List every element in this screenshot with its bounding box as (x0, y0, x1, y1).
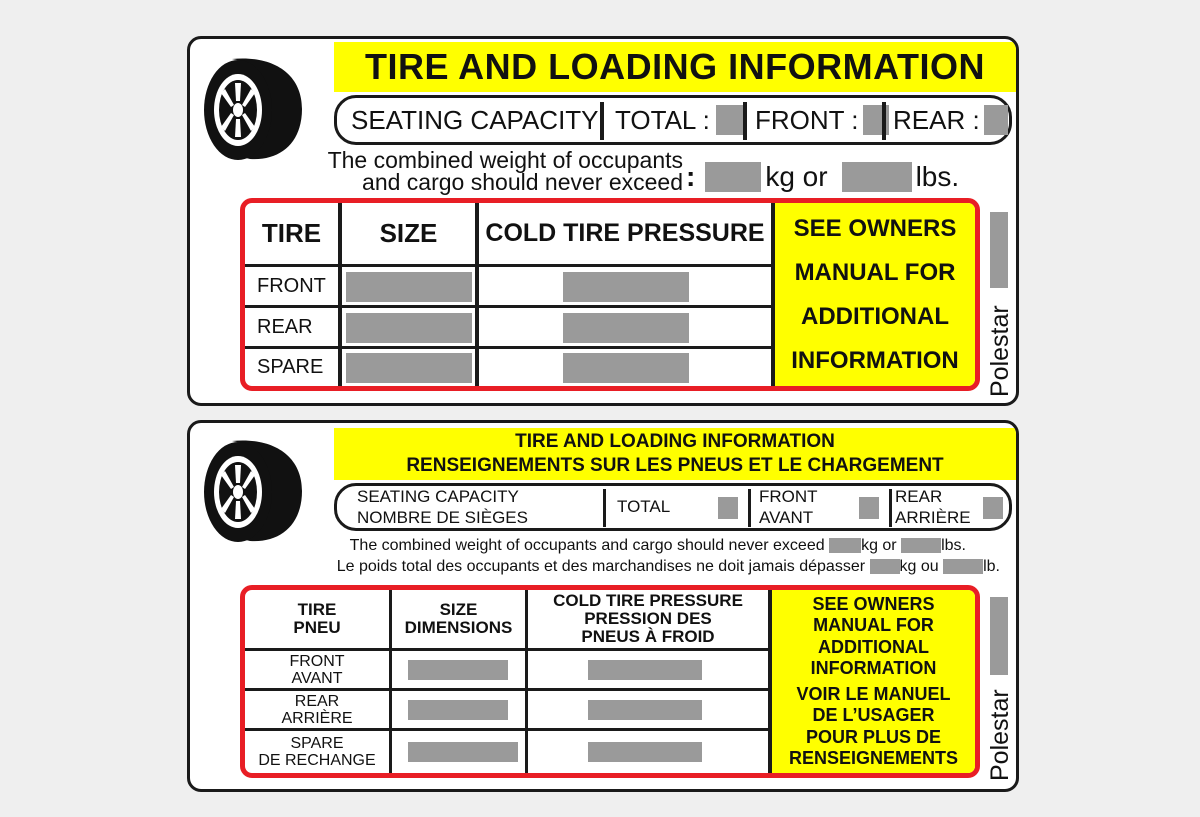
label-title-band (334, 42, 1016, 92)
seating-total-value-redacted (716, 105, 744, 135)
notice-line: INFORMATION (791, 346, 959, 374)
table-row (245, 267, 338, 305)
label-title-band (334, 428, 1016, 480)
weight-en-kg-redacted (829, 538, 861, 553)
side-label-redacted (990, 212, 1008, 288)
notice-line: RENSEIGNEMENTS (788, 748, 959, 768)
notice-line: MANUAL FOR (813, 615, 934, 635)
rear-pressure-redacted (588, 700, 702, 720)
header-tire: TIRE (261, 218, 322, 248)
weight-fr-text: Le poids total des occupants et des marchandises ne doit jamais dépasser (336, 558, 866, 575)
header-dimensions: DIMENSIONS (404, 618, 513, 637)
notice-line: ADDITIONAL (818, 636, 929, 657)
label-title: TIRE AND LOADING INFORMATION (365, 46, 985, 87)
seating-total-value-redacted (718, 497, 738, 519)
row-label-front: FRONT (257, 274, 326, 297)
weight-statement-en (296, 536, 966, 556)
seating-front-label-en: FRONT (759, 487, 818, 506)
table-row (245, 349, 338, 386)
spare-pressure-redacted (563, 353, 689, 383)
notice-line: INFORMATION (810, 658, 937, 678)
seating-capacity-bar (334, 483, 1012, 531)
spare-size-redacted (346, 353, 472, 383)
seating-capacity-label: SEATING CAPACITY (351, 104, 599, 135)
seating-rear-label-en: REAR (895, 487, 943, 506)
header-pression-des: PRESSION DES (584, 609, 712, 628)
rear-size-redacted (408, 700, 508, 720)
weight-colon: : (686, 161, 696, 192)
table-row (245, 731, 389, 773)
weight-statement-fr (250, 557, 1000, 577)
seating-front-label-fr: AVANT (759, 508, 814, 527)
front-pressure-redacted (563, 272, 689, 302)
notice-line: DE L’USAGER (812, 705, 935, 725)
tire-pressure-table (240, 198, 980, 391)
seating-rear-value-redacted (983, 497, 1003, 519)
seating-capacity-bar (334, 95, 1012, 145)
rear-size-redacted (346, 313, 472, 343)
label-title-en: TIRE AND LOADING INFORMATION (515, 431, 835, 452)
seating-capacity-label-fr: NOMBRE DE SIÈGES (357, 508, 528, 527)
tire-icon (202, 53, 306, 163)
tire-label-english (187, 36, 1019, 406)
seating-total-label: TOTAL (617, 497, 671, 516)
seating-total-label: TOTAL : (615, 104, 710, 135)
row-label-arriere: ARRIÈRE (281, 709, 353, 727)
row-label-spare: SPARE (257, 356, 324, 378)
weight-en-text: The combined weight of occupants and cargo should never exceed (349, 537, 825, 554)
weight-kg-or: kg or (765, 161, 828, 192)
seating-rear-value-redacted (984, 105, 1008, 135)
notice-line: ADDITIONAL (801, 302, 949, 330)
owners-manual-notice (772, 590, 975, 773)
front-pressure-redacted (588, 660, 702, 680)
row-label-avant: AVANT (291, 669, 343, 687)
seating-front-value-redacted (859, 497, 879, 519)
weight-kg-redacted (705, 162, 761, 192)
notice-line: VOIR LE MANUEL (796, 683, 951, 704)
seating-rear-label: REAR : (893, 104, 980, 135)
row-label-front: FRONT (289, 652, 345, 670)
front-size-redacted (408, 660, 508, 680)
front-size-redacted (346, 272, 472, 302)
notice-line: POUR PLUS DE (805, 726, 942, 747)
header-tire: TIRE (297, 600, 337, 619)
tire-icon (202, 435, 306, 545)
weight-fr-kg-redacted (870, 559, 900, 574)
spare-size-redacted (408, 742, 518, 762)
weight-en-kg-or: kg or (861, 537, 897, 554)
weight-en-lbs-redacted (901, 538, 941, 553)
notice-line: MANUAL FOR (794, 258, 956, 286)
header-size: SIZE (439, 600, 478, 619)
header-cold-tire-pressure: COLD TIRE PRESSURE (553, 591, 743, 610)
row-label-rear: REAR (294, 692, 340, 710)
header-pneus-a-froid: PNEUS À FROID (581, 627, 715, 646)
brand-polestar: Polestar (986, 305, 1014, 397)
notice-line: SEE OWNERS (812, 593, 935, 614)
seating-front-label: FRONT : (755, 104, 859, 135)
weight-line-1: The combined weight of occupants (327, 147, 683, 173)
owners-manual-notice (775, 203, 975, 386)
header-cold-tire-pressure: COLD TIRE PRESSURE (485, 219, 765, 247)
seating-capacity-label-en: SEATING CAPACITY (357, 487, 519, 506)
row-label-rear: REAR (257, 315, 313, 338)
label-title-fr: RENSEIGNEMENTS SUR LES PNEUS ET LE CHARGEMENT (406, 455, 944, 476)
weight-en-lbs: lbs. (941, 537, 966, 554)
header-pneu: PNEU (293, 618, 341, 637)
weight-lbs: lbs. (915, 161, 960, 192)
seating-rear-label-fr: ARRIÈRE (895, 508, 971, 527)
row-label-de-rechange: DE RECHANGE (258, 752, 376, 769)
weight-fr-kg-ou: kg ou (899, 558, 939, 575)
tire-label-bilingual (187, 420, 1019, 792)
table-row (245, 691, 389, 728)
table-row (245, 651, 389, 688)
tire-pressure-table (240, 585, 980, 778)
weight-line-2: and cargo should never exceed (362, 169, 683, 195)
header-size: SIZE (379, 218, 438, 248)
spare-pressure-redacted (588, 742, 702, 762)
weight-lbs-redacted (842, 162, 912, 192)
row-label-spare: SPARE (290, 735, 344, 752)
weight-fr-lb: lb. (983, 558, 1000, 575)
notice-line: SEE OWNERS (793, 214, 957, 242)
rear-pressure-redacted (563, 313, 689, 343)
weight-fr-lb-redacted (943, 559, 983, 574)
table-row (245, 308, 338, 346)
side-label-redacted (990, 597, 1008, 675)
brand-polestar: Polestar (986, 689, 1014, 781)
weight-statement (298, 149, 683, 193)
